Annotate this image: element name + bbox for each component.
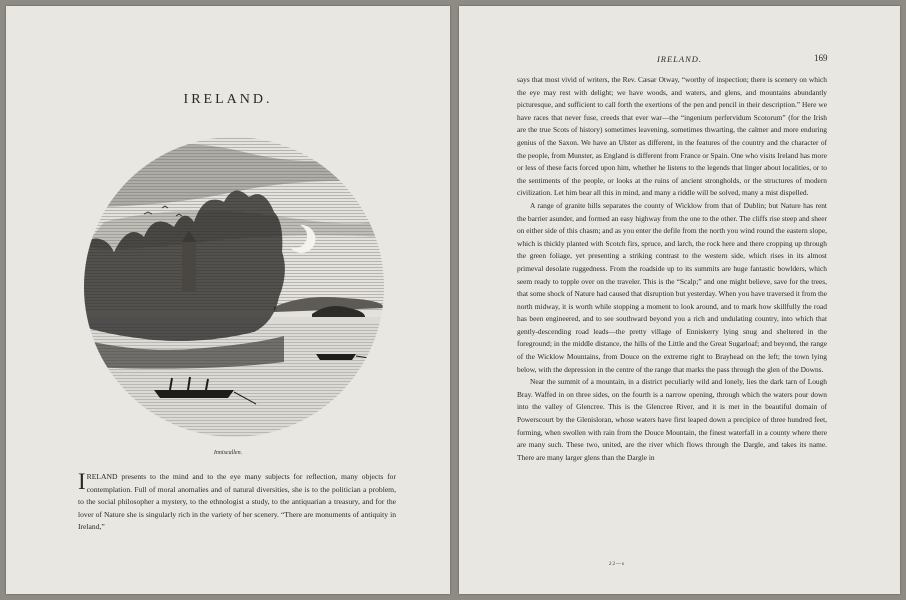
drop-cap: I <box>78 469 86 494</box>
chapter-title: IRELAND. <box>183 92 273 107</box>
right-page <box>459 6 900 594</box>
left-page <box>6 6 450 594</box>
inniscallen-engraving <box>84 122 384 452</box>
body-text <box>517 74 827 464</box>
intro-paragraph <box>78 471 396 534</box>
page-number: 169 <box>814 53 828 63</box>
paragraph: Near the summit of a mountain, in a district peculiarly wild and lonely, lies the dark tarn of Lough Bray. Waffed in on three sides, on the fourth is a narrow opening, through which the waters pour down into the valley of Glencree. This is the Glencree River, and it is met in the beautiful domain of Powerscourt by the Glenisloran, whose waters have first leaped down a precipice of three hundred feet, forming, when swollen with rain from the Douce Mountain, the finest waterfall in a county where there are many such. These two, united, are the river which flows through the Dargle, and takes its name. There are many larger glens than the Dargle in <box>517 377 827 462</box>
illustration-caption: Inniscallen. <box>213 450 243 456</box>
intro-text: RELAND presents to the mind and to the eye many subjects for reflection, many objects for contemplation. Full of moral anomalies and of natural diversities, she is to the politician a problem, to the social philosopher a mystery, to the ethnologist a study, to the antiquarian a treasury, and for the lover of Nature she is singularly rich in the variety of her scenery. “There are monuments of antiquity in Ireland,” <box>78 472 396 532</box>
signature-mark: 22—s <box>609 562 625 567</box>
running-head: IRELAND. <box>656 54 703 64</box>
paragraph: says that most vivid of writers, the Rev. Cæsar Otway, “worthy of inspection; there is scenery on which the eye may rest with delight; we have woods, and waters, and glens, and mountains abundantly picturesque, and sufficient to call forth the exertions of the pen and pencil in their description.” Here we have races that never fuse, creeds that ever war—the “ingenium perfervidum Scotorum” (for the Irish are the true Scots of history) sometimes leavening, sometimes thwarting, the calmer and more enduring genius of the Saxon. We have an Ulster as different, in the features of the country and the character of the people, from Munster, as England is different from France or Spain. One who visits Ireland has more or less of these facts forced upon him, whether he listens to the legends that linger about localities, or to the sentiments of the people, or looks at the ruins of ancient strongholds, or the structures of modern civilization. Let him bear all this in mind, and many a riddle will be solved, many a mist dispelled. <box>517 75 827 198</box>
paragraph: A range of granite hills separates the county of Wicklow from that of Dublin; but Nature has rent the barrier asunder, and formed an easy highway from the one to the other. The cliffs rise steep and sheer on either side of this chasm; and as you enter the defile from the north you wind round the eastern slope, which is thickly planted with Scotch firs, spruce, and larch, the rock here and there cropping up through the green foliage, yet presenting a striking contrast to the western side, which rises in its almost primeval desolate ruggedness. From the roadside up to its summits are huge fantastic bowlders, which seem ready to topple over on the traveler. This is the “Scalp;” and one might believe, save for the trees, that some shock of Nature had caused that disruption but yesterday. When you have traversed it from the north midway, it is worth while stopping a moment to look around, and to mark how skillfully the road has been engineered, and to see southward beyond you a rich and undulating country, into which that gently-descending road leads—the pretty village of Enniskerry lying snug and sheltered in the foreground; in the middle distance, the hills of the Little and the Great Sugarloaf; and beyond, the range of the Wicklow Mountains, from Douce on the extreme right to Brayhead on the left; the town lying below, with the depression in the centre of the range that marks the pass through the glen of the Downs. <box>517 200 827 374</box>
